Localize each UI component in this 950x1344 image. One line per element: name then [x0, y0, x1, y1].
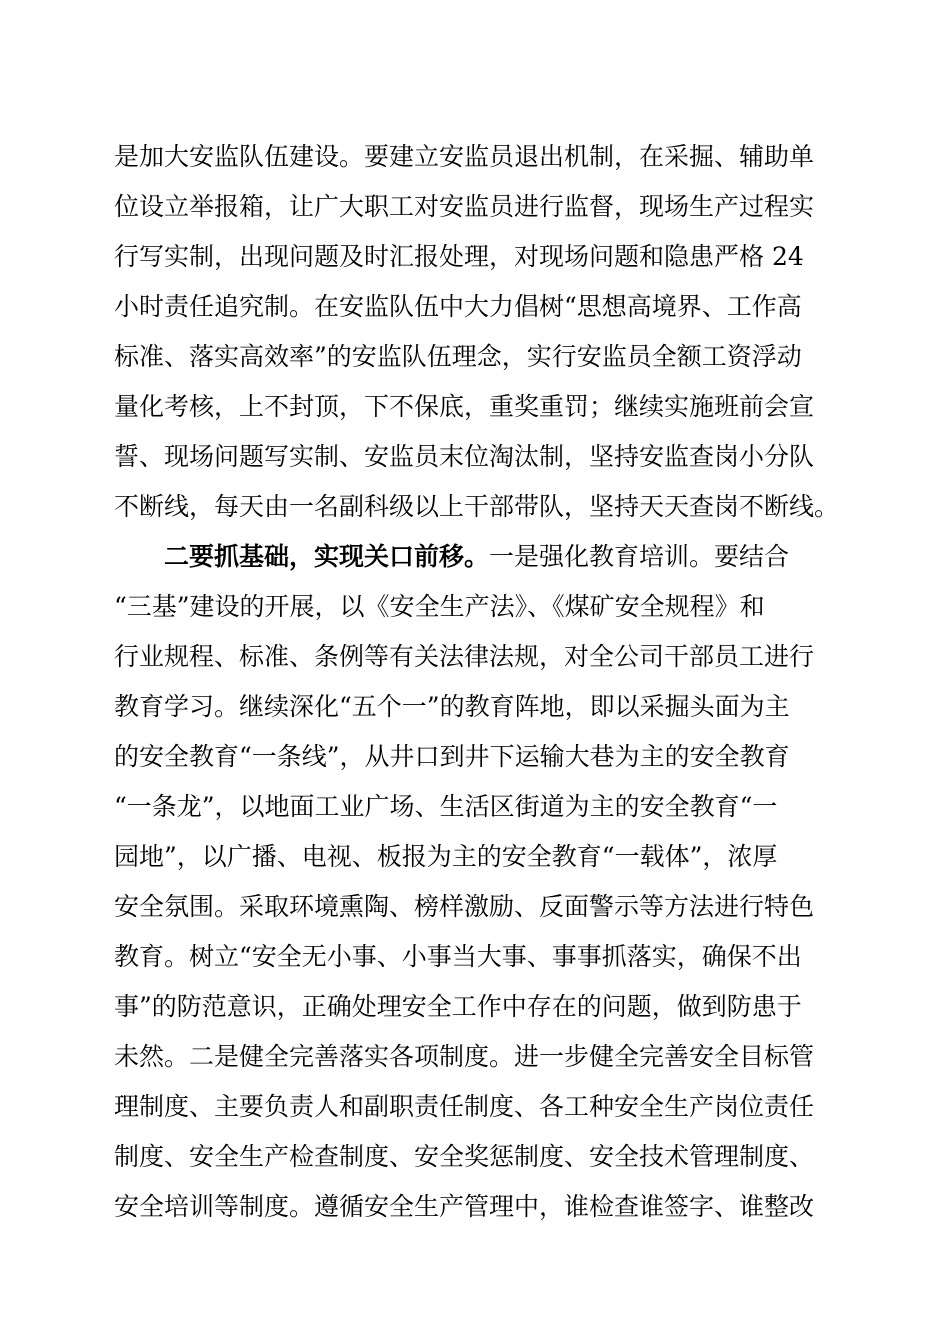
text-line: 量化考核，上不封顶，下不保底，重奖重罚；继续实施班前会宣: [114, 392, 815, 421]
text-line: 教育。树立“安全无小事、小事当大事、事事抓落实，确保不出: [114, 942, 802, 971]
text-line: “三基”建设的开展，以《安全生产法》、《煤矿安全规程》和: [114, 592, 765, 621]
section-heading-line: [114, 532, 844, 582]
text-line: 标准、落实高效率”的安监队伍理念，实行安监员全额工资浮动: [114, 342, 802, 371]
text-line: 安全氛围。采取环境熏陶、榜样激励、反面警示等方法进行特色: [114, 892, 815, 921]
text-line: 誓、现场问题写实制、安监员末位淘汰制，坚持安监查岗小分队: [114, 442, 815, 471]
body-text: [114, 132, 844, 1232]
text-line: 行写实制，出现问题及时汇报处理，对现场问题和隐患严格 24: [114, 242, 804, 271]
section-heading-rest: 一是强化教育培训。要结合: [489, 542, 790, 571]
text-line: 安全培训等制度。遵循安全生产管理中，谁检查谁签字、谁整改: [114, 1192, 815, 1221]
text-line: 未然。二是健全完善落实各项制度。进一步健全完善安全目标管: [114, 1042, 815, 1071]
text-line: “一条龙”，以地面工业广场、生活区街道为主的安全教育“一: [114, 792, 778, 821]
heading-indent: [114, 542, 164, 571]
section-heading: 二要抓基础，实现关口前移。: [164, 542, 490, 571]
text-line: 教育学习。继续深化“五个一”的教育阵地，即以采掘头面为主: [114, 692, 790, 721]
text-line: 事”的防范意识，正确处理安全工作中存在的问题，做到防患于: [114, 992, 802, 1021]
text-line: 制度、安全生产检查制度、安全奖惩制度、安全技术管理制度、: [114, 1142, 815, 1171]
text-line: 的安全教育“一条线”，从井口到井下运输大巷为主的安全教育: [114, 742, 790, 771]
text-line: 位设立举报箱，让广大职工对安监员进行监督，现场生产过程实: [114, 192, 815, 221]
text-line: 不断线，每天由一名副科级以上干部带队，坚持天天查岗不断线。: [114, 492, 840, 521]
text-line: 小时责任追究制。在安监队伍中大力倡树“思想高境界、工作高: [114, 292, 802, 321]
text-line: 是加大安监队伍建设。要建立安监员退出机制，在采掘、辅助单: [114, 142, 815, 171]
text-line: 园地”，以广播、电视、板报为主的安全教育“一载体”，浓厚: [114, 842, 778, 871]
text-line: 理制度、主要负责人和副职责任制度、各工种安全生产岗位责任: [114, 1092, 815, 1121]
text-line: 行业规程、标准、条例等有关法律法规，对全公司干部员工进行: [114, 642, 815, 671]
